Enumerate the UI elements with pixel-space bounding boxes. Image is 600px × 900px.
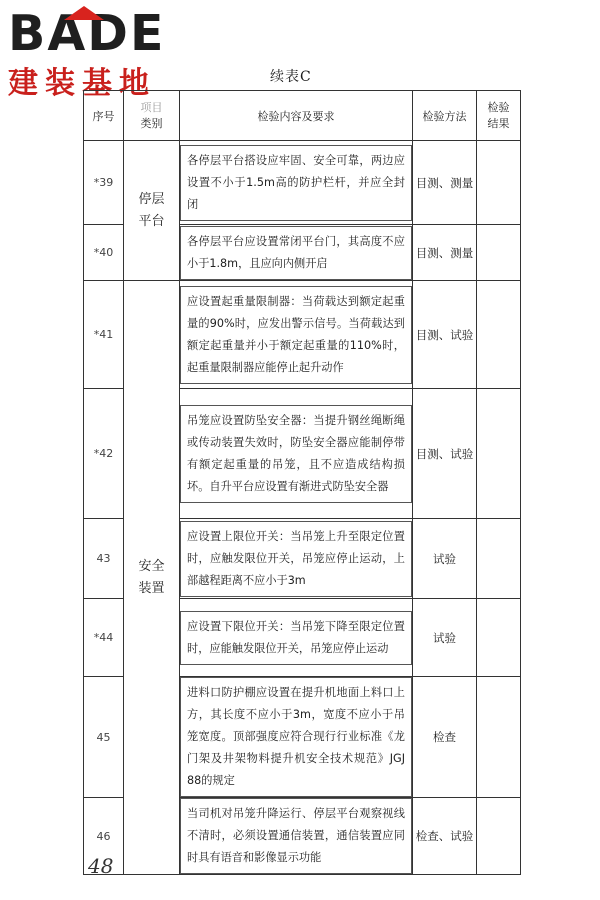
inspection-table (83, 90, 521, 875)
watermark-triangle-icon (64, 6, 104, 20)
content-box: 应设置上限位开关：当吊笼上升至限定位置时，应触发限位开关，吊笼应停止运动，上部越程距离不应小于3m (180, 521, 412, 597)
header-category-top: 项目 (140, 100, 163, 114)
row-result (477, 225, 521, 281)
content-box: 各停层平台搭设应牢固、安全可靠，两边应设置不小于1.5m高的防护栏杆，并应全封闭 (180, 145, 412, 221)
row-method: 试验 (413, 519, 477, 599)
row-content (180, 141, 413, 225)
row-no: *44 (84, 599, 124, 677)
header-result (477, 91, 521, 141)
table-caption: 续表C (270, 69, 312, 85)
row-content (180, 677, 413, 798)
row-method: 试验 (413, 599, 477, 677)
row-result (477, 599, 521, 677)
header-content: 检验内容及要求 (180, 91, 413, 141)
category-platform-label: 停层平台 (138, 191, 165, 229)
row-no: *41 (84, 281, 124, 389)
watermark-subtitle: 建装基地 (8, 66, 156, 101)
row-result (477, 141, 521, 225)
content-box: 进料口防护棚应设置在提升机地面上料口上方，其长度不应小于3m，宽度不应小于吊笼宽度。顶部强度应符合现行行业标准《龙门架及井架物料提升机安全技术规范》JGJ 88的规定 (180, 677, 412, 797)
row-method: 目测、试验 (413, 389, 477, 519)
row-content (180, 519, 413, 599)
row-result (477, 519, 521, 599)
content-box: 吊笼应设置防坠安全器：当提升钢丝绳断绳或传动装置失效时，防坠安全器应能制停带有额定起重量的吊笼，且不应造成结构损坏。自升平台应设置有渐进式防坠安全器 (180, 405, 412, 503)
watermark-brand: BADE (8, 5, 166, 62)
category-safety-label: 安全装置 (138, 558, 165, 596)
row-content (180, 798, 413, 875)
row-no: 46 (84, 798, 124, 875)
header-row (84, 91, 521, 141)
header-method: 检验方法 (413, 91, 477, 141)
header-result-label: 检验结果 (487, 100, 510, 130)
row-no: 45 (84, 677, 124, 798)
content-box: 应设置下限位开关：当吊笼下降至限定位置时，应能触发限位开关，吊笼应停止运动 (180, 611, 412, 665)
row-no: 43 (84, 519, 124, 599)
row-content (180, 389, 413, 519)
row-content (180, 599, 413, 677)
content-box: 应设置起重量限制器：当荷载达到额定起重量的90%时，应发出警示信号。当荷载达到额定起重量并小于额定起重量的110%时，起重量限制器应能停止起升动作 (180, 286, 412, 384)
row-result (477, 798, 521, 875)
category-platform (124, 141, 180, 281)
row-result (477, 281, 521, 389)
row-result (477, 677, 521, 798)
header-no: 序号 (84, 91, 124, 141)
row-no: *42 (84, 389, 124, 519)
table-row (84, 141, 521, 225)
table-row (84, 281, 521, 389)
row-no: *39 (84, 141, 124, 225)
page-number: 48 (88, 854, 114, 878)
row-no: *40 (84, 225, 124, 281)
header-category (124, 91, 180, 141)
watermark-logo (6, 4, 176, 104)
row-result (477, 389, 521, 519)
row-method: 目测、测量 (413, 141, 477, 225)
content-box: 当司机对吊笼升降运行、停层平台观察视线不清时，必须设置通信装置，通信装置应同时具有语音和影像显示功能 (180, 798, 412, 874)
row-method: 目测、测量 (413, 225, 477, 281)
row-method: 检查、试验 (413, 798, 477, 875)
row-method: 目测、试验 (413, 281, 477, 389)
category-safety (124, 281, 180, 875)
row-method: 检查 (413, 677, 477, 798)
row-content (180, 281, 413, 389)
content-box: 各停层平台应设置常闭平台门，其高度不应小于1.8m，且应向内侧开启 (180, 226, 412, 280)
header-category-bottom: 类别 (140, 116, 163, 130)
row-content (180, 225, 413, 281)
